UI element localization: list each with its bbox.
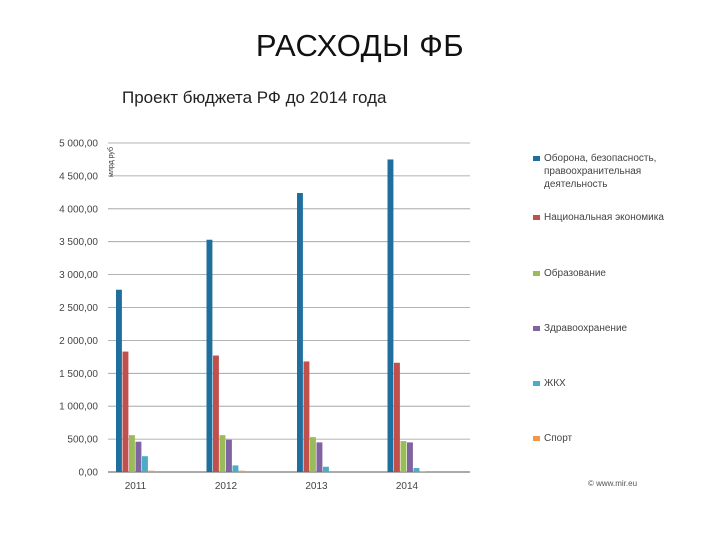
legend-swatch — [533, 156, 540, 161]
y-tick-label: 5 000,00 — [59, 138, 98, 150]
legend-swatch — [533, 436, 540, 441]
bar — [220, 435, 226, 472]
legend-swatch — [533, 215, 540, 220]
bar — [388, 159, 394, 472]
bar — [142, 456, 148, 472]
legend-label: Здравоохранение — [544, 323, 628, 334]
legend-swatch — [533, 271, 540, 276]
bar — [323, 467, 329, 472]
bar — [330, 471, 336, 472]
bar — [239, 471, 245, 472]
legend-label: Образование — [544, 268, 606, 279]
bar — [304, 361, 310, 472]
bar — [414, 468, 420, 472]
legend-label: Национальная экономика — [544, 212, 664, 223]
bar — [116, 290, 122, 472]
bar — [213, 356, 219, 472]
y-tick-label: 1 500,00 — [59, 368, 98, 380]
legend-label: ЖКХ — [544, 378, 566, 389]
bar — [420, 471, 426, 472]
bar — [407, 442, 413, 472]
bar — [129, 435, 135, 472]
x-tick-label: 2011 — [124, 481, 147, 492]
y-tick-label: 0,00 — [78, 467, 98, 479]
bar — [401, 441, 407, 472]
y-tick-label: 3 500,00 — [59, 237, 98, 249]
y-tick-label: 500,00 — [67, 434, 98, 446]
y-tick-label: 2 500,00 — [59, 303, 98, 314]
chart-title: Проект бюджета РФ до 2014 года — [122, 88, 387, 107]
slide-title: РАСХОДЫ ФБ — [255, 28, 465, 63]
bar — [394, 363, 400, 472]
bar — [297, 193, 303, 472]
bar — [207, 240, 213, 472]
bar — [310, 437, 316, 472]
y-axis-label: млрд руб — [108, 147, 115, 178]
source-credit: © www.mir.eu — [588, 479, 638, 488]
y-tick-label: 1 000,00 — [59, 401, 98, 413]
bar — [123, 352, 129, 472]
legend-label: Оборона, безопасность, правоохранительная деятельность — [544, 153, 657, 190]
x-tick-label: 2014 — [395, 481, 419, 492]
y-tick-label: 2 000,00 — [59, 335, 98, 347]
bar — [317, 442, 323, 472]
y-tick-label: 3 000,00 — [59, 270, 98, 282]
legend-swatch — [533, 326, 540, 331]
legend-label: Спорт — [544, 433, 573, 444]
y-tick-label: 4 000,00 — [59, 204, 98, 216]
y-tick-label: 4 500,00 — [59, 171, 98, 183]
bar — [226, 440, 232, 472]
bar — [136, 442, 142, 472]
x-tick-label: 2012 — [214, 481, 238, 492]
x-tick-label: 2013 — [305, 481, 328, 492]
legend-swatch — [533, 381, 540, 386]
bar — [233, 465, 239, 472]
bar — [149, 471, 155, 472]
